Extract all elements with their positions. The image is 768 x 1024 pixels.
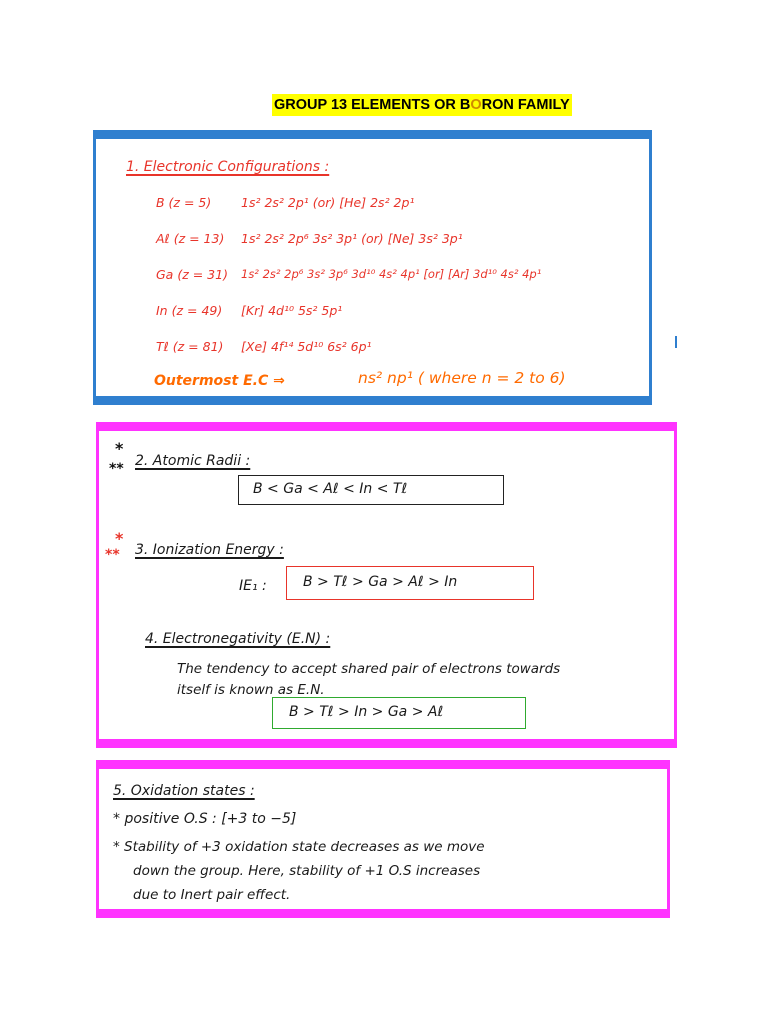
section-5-heading: 5. Oxidation states : <box>113 783 255 799</box>
star-marker-red: * <box>115 529 124 548</box>
config-indium: [Kr] 4d¹⁰ 5s² 5p¹ <box>241 303 343 318</box>
star-marker: * <box>115 439 124 458</box>
oxidation-bullet-2-line-2: down the group. Here, stability of +1 O.S increases <box>133 863 481 879</box>
element-aluminium: Aℓ (z = 13) <box>156 231 225 246</box>
section-4-heading: 4. Electronegativity (E.N) : <box>145 631 331 647</box>
element-gallium: Ga (z = 31) <box>156 267 228 282</box>
element-boron: B (z = 5) <box>156 195 212 210</box>
element-indium: In (z = 49) <box>156 303 223 318</box>
blue-tick-mark <box>675 336 677 348</box>
electronegativity-order: B > Tℓ > In > Ga > Aℓ <box>272 697 526 729</box>
oxidation-bullet-1: * positive O.S : [+3 to −5] <box>113 811 297 827</box>
oxidation-bullet-2-line-1: * Stability of +3 oxidation state decreases as we move <box>113 839 485 855</box>
element-thallium: Tℓ (z = 81) <box>156 339 224 354</box>
periodic-trends-box <box>96 422 677 748</box>
section-1-heading: 1. Electronic Configurations : <box>126 159 330 175</box>
config-aluminium: 1s² 2s² 2p⁶ 3s² 3p¹ (or) [Ne] 3s² 3p¹ <box>241 231 463 246</box>
config-thallium: [Xe] 4f¹⁴ 5d¹⁰ 6s² 6p¹ <box>241 339 372 354</box>
en-definition-line-2: itself is known as E.N. <box>177 682 325 698</box>
star-marker-red: ** <box>105 547 120 563</box>
oxidation-states-box <box>96 760 670 918</box>
ionization-energy-order: B > Tℓ > Ga > Aℓ > In <box>286 566 534 600</box>
section-3-heading: 3. Ionization Energy : <box>135 542 284 558</box>
config-boron: 1s² 2s² 2p¹ (or) [He] 2s² 2p¹ <box>241 195 415 210</box>
section-2-heading: 2. Atomic Radii : <box>135 453 251 469</box>
config-gallium: 1s² 2s² 2p⁶ 3s² 3p⁶ 3d¹⁰ 4s² 4p¹ [or] [Ar] 3d¹⁰ 4s² 4p¹ <box>241 267 542 281</box>
electronic-configuration-box <box>93 130 652 405</box>
atomic-radii-order: B < Ga < Aℓ < In < Tℓ <box>238 475 504 505</box>
star-marker: ** <box>109 461 124 477</box>
en-definition-line-1: The tendency to accept shared pair of electrons towards <box>177 661 561 677</box>
page-title: GROUP 13 ELEMENTS OR BORON FAMILY <box>272 94 572 116</box>
outermost-ec-value: ns² np¹ ( where n = 2 to 6) <box>358 369 566 387</box>
outermost-ec-label: Outermost E.C ⇒ <box>154 373 285 389</box>
oxidation-bullet-2-line-3: due to Inert pair effect. <box>133 887 291 903</box>
ie1-label: IE₁ : <box>239 578 267 594</box>
